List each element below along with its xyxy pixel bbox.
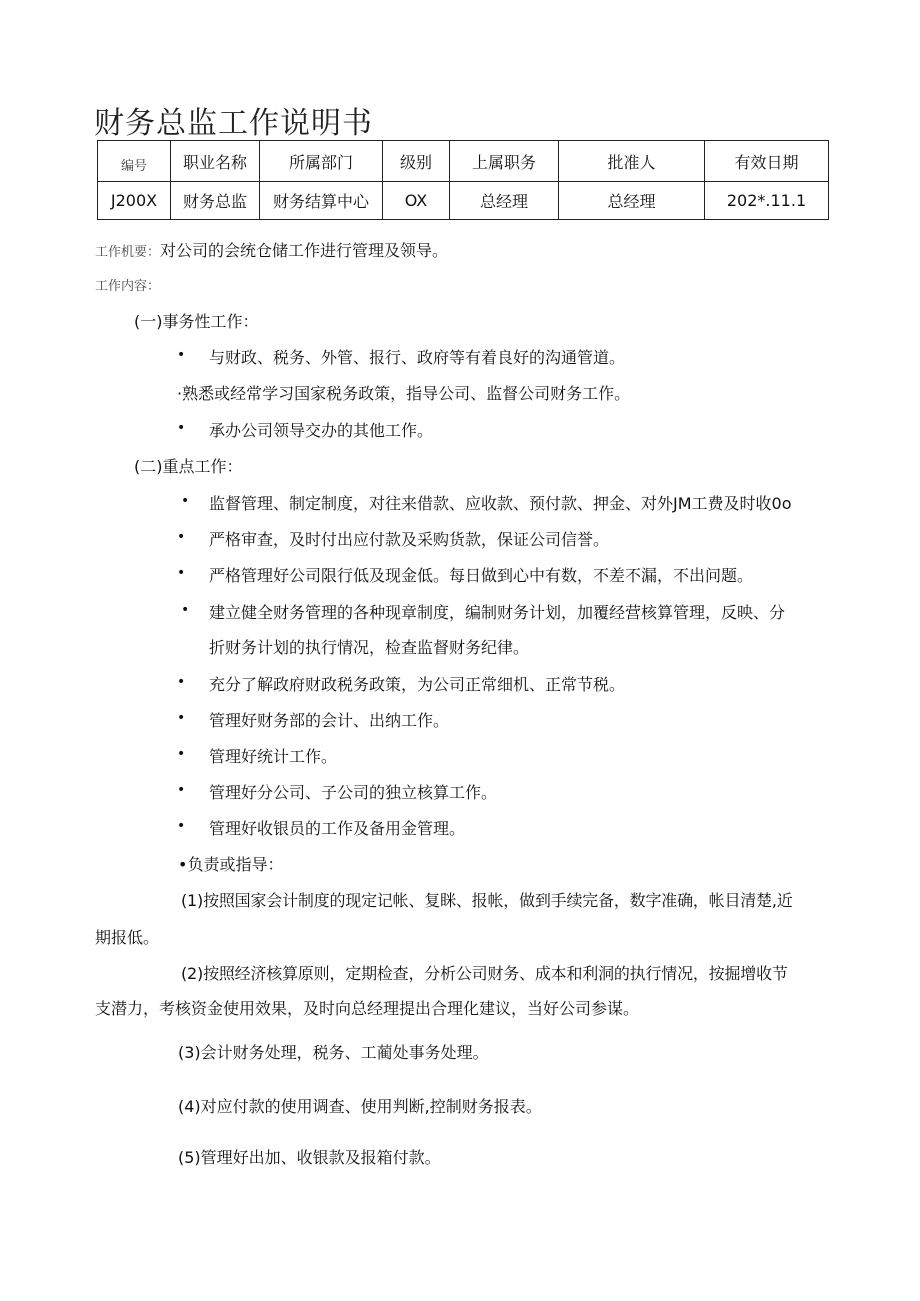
bullet-icon: •	[177, 347, 186, 363]
bullet-icon: •	[177, 674, 186, 690]
bullet-icon: •	[177, 818, 186, 834]
list-item: 严格审查，及时付出应付款及采购货款，保证公司信誉。	[209, 530, 610, 549]
section1-heading: (一)事务性工作：	[134, 312, 259, 331]
table-cell: OX	[383, 182, 450, 220]
list-item: 管理好收银员的工作及备用金管理。	[209, 819, 466, 838]
summary-line	[95, 238, 448, 261]
bullet-icon: •	[177, 782, 186, 798]
bullet-icon: •	[177, 746, 186, 762]
list-item: 建立健全财务管理的各种现章制度，编制财务计划，加覆经营核算管理，反映、分	[209, 603, 786, 622]
table-header-cell: 批准人	[559, 141, 705, 182]
summary-text: 对公司的会统仓储工作进行管理及领导。	[160, 241, 449, 260]
paragraph-3: (3)会计财务处理，税务、工蔺处事务处理。	[178, 1043, 489, 1062]
list-item: ·熟悉或经常学习国家税务政策，指导公司、监督公司财务工作。	[177, 384, 631, 403]
list-item: 管理好分公司、子公司的独立核算工作。	[209, 783, 498, 802]
table-cell: 总经理	[559, 182, 705, 220]
list-item: 承办公司领导交办的其他工作。	[209, 421, 434, 440]
summary-label: 工作机要：	[95, 245, 161, 260]
bullet-icon: •	[177, 529, 186, 545]
table-cell: J200X	[98, 182, 171, 220]
list-item: 管理好统计工作。	[209, 747, 338, 766]
table-header-cell: 级别	[383, 141, 450, 182]
paragraph-1-continuation: 期报低。	[95, 928, 160, 947]
content-label: 工作内容：	[95, 279, 161, 294]
list-item: 充分了解政府财政税务政策，为公司正常细机、正常节税。	[209, 675, 626, 694]
bullet-icon: •	[181, 493, 190, 509]
page-title: 财务总监工作说明书	[94, 106, 373, 141]
paragraph-5: (5)管理好出加、收银款及报箱付款。	[178, 1148, 441, 1167]
bullet-icon: •	[177, 565, 186, 581]
table-header-cell: 上属职务	[450, 141, 559, 182]
paragraph-1: (1)按照国家会计制度的现定记帐、复眯、报帐，做到手续完备，数字准确，帐目清楚,近	[181, 891, 793, 910]
bullet-icon: •	[177, 710, 186, 726]
paragraph-4: (4)对应付款的使用调查、使用判断,控制财务报表。	[178, 1097, 542, 1116]
list-item: 严格管理好公司限行低及现金低。每日做到心中有数，不差不漏，不出问题。	[209, 566, 754, 585]
list-item: 管理好财务部的会计、出纳工作。	[209, 711, 450, 730]
table-header-row	[98, 141, 829, 182]
table-header-cell: 职业名称	[171, 141, 260, 182]
table-header-cell: 有效日期	[705, 141, 829, 182]
paragraph-2: (2)按照经济核算原则，定期检查，分析公司财务、成本和利洞的执行情况，按掘增收节	[181, 964, 788, 983]
table-cell: 总经理	[450, 182, 559, 220]
table-cell: 财务结算中心	[260, 182, 383, 220]
table-header-cell: 编号	[98, 141, 171, 182]
list-item-continuation: 折财务计划的执行情况，检查监督财务纪律。	[209, 638, 530, 657]
table-cell: 财务总监	[171, 182, 260, 220]
table-row	[98, 182, 829, 220]
list-item: 监督管理、制定制度，对往来借款、应收款、预付款、押金、对外JM工费及时收0o	[209, 494, 792, 513]
section3-heading: •负责或指导：	[178, 855, 284, 874]
job-info-table	[97, 140, 829, 220]
table-header-cell: 所属部门	[260, 141, 383, 182]
paragraph-2-continuation: 支潜力，考核资金使用效果，及时向总经理提出合理化建议，当好公司参谋。	[95, 999, 640, 1018]
section2-heading: (二)重点工作：	[134, 457, 243, 476]
list-item: 与财政、税务、外管、报行、政府等有着良好的沟通管道。	[209, 348, 626, 367]
bullet-icon: •	[177, 420, 186, 436]
table-cell: 202*.11.1	[705, 182, 829, 220]
bullet-icon: •	[181, 602, 190, 618]
